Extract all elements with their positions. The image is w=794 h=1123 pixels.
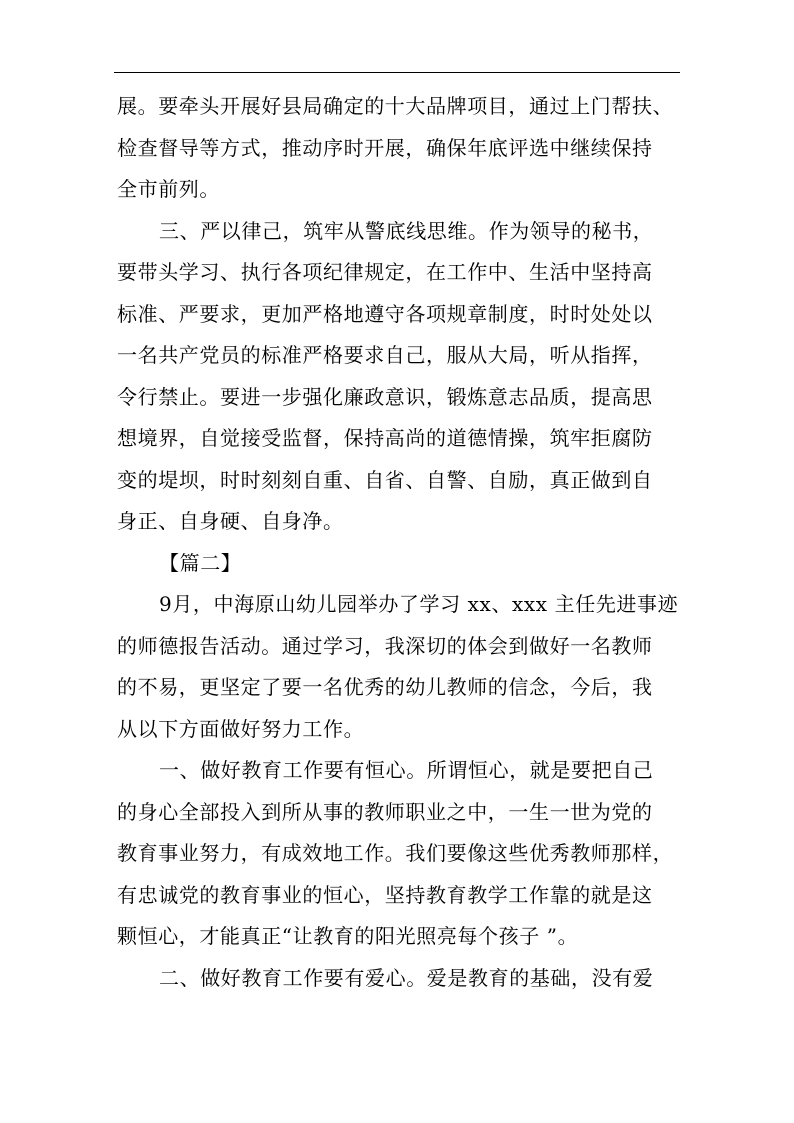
text-line: 二、做好教育工作要有爱心。爱是教育的基础，没有爱 — [159, 965, 654, 990]
header-rule — [114, 72, 680, 73]
text-line: 有忠诚党的教育事业的恒心，坚持教育教学工作靠的就是这 — [117, 882, 653, 907]
text-line: 一名共产党员的标准严格要求自己，服从大局，听从指挥， — [117, 343, 653, 367]
text-line: 的身心全部投入到所从事的教师职业之中，一生一世为党的 — [117, 799, 653, 824]
text-line: 身正、自身硬、自身净。 — [117, 509, 344, 533]
text-line: 教育事业努力，有成效地工作。我们要像这些优秀教师那样， — [117, 841, 674, 865]
text-line: 全市前列。 — [117, 177, 220, 201]
text-line: 要带头学习、执行各项纪律规定，在工作中、生活中坚持高 — [117, 260, 653, 284]
text-line: 的不易，更坚定了要一名优秀的幼儿教师的信念，今后，我 — [117, 675, 653, 699]
text-line: 一、做好教育工作要有恒心。所谓恒心，就是要把自己 — [159, 758, 654, 782]
text-line: 变的堤坝，时时刻刻自重、自省、自警、自励，真正做到自 — [117, 467, 653, 492]
text-line: 的师德报告活动。通过学习，我深切的体会到做好一名教师 — [117, 633, 653, 658]
text-line: 想境界，自觉接受监督，保持高尚的道德情操，筑牢拒腐防 — [117, 426, 653, 450]
text-line: 展。要牵头开展好县局确定的十大品牌项目，通过上门帮扶、 — [117, 94, 674, 118]
text-line: 标准、严要求，更加严格地遵守各项规章制度，时时处处以 — [117, 301, 653, 326]
text-line: 【篇二】 — [159, 550, 242, 575]
text-line: 9月，中海原山幼儿园举办了学习 xx、xxx 主任先进事迹 — [159, 592, 679, 616]
text-line: 令行禁止。要进一步强化廉政意识，锻炼意志品质，提高思 — [117, 384, 653, 409]
text-line: 检查督导等方式，推动序时开展，确保年底评选中继续保持 — [117, 135, 653, 160]
text-line: 颗恒心，才能真正“让教育的阳光照亮每个孩子 ”。 — [117, 924, 579, 948]
document-body — [117, 86, 689, 999]
text-line: 三、严以律己，筑牢从警底线思维。作为领导的秘书， — [159, 218, 654, 243]
text-line: 从以下方面做好努力工作。 — [117, 716, 365, 741]
